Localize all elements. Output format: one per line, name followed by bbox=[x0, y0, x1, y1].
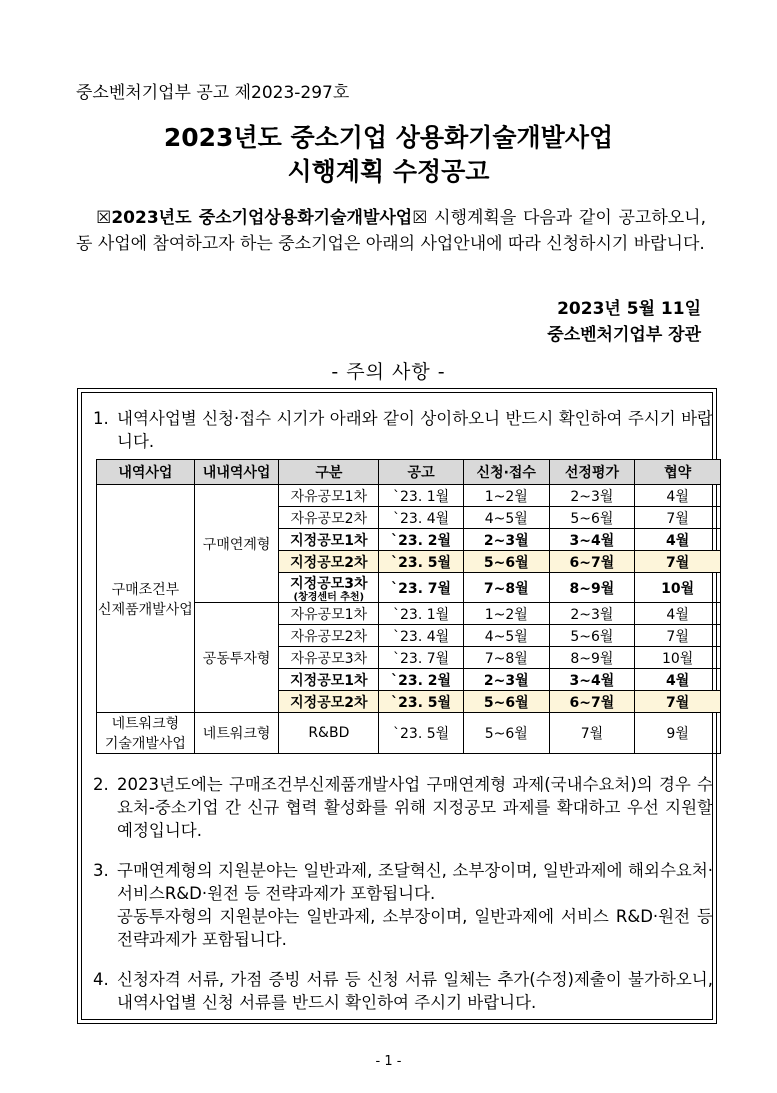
type-cell: 자유공모1차 bbox=[279, 485, 379, 507]
notice-number: 중소벤처기업부 공고 제2023-297호 bbox=[76, 83, 350, 103]
apply-cell: 5~6월 bbox=[463, 691, 549, 713]
caution-heading: - 주의 사항 - bbox=[331, 361, 446, 383]
contract-cell: 10월 bbox=[635, 647, 721, 669]
col-header: 협약 bbox=[635, 460, 721, 485]
eval-cell: 8~9월 bbox=[549, 573, 635, 603]
contract-cell: 7월 bbox=[635, 691, 721, 713]
page-number: - 1 - bbox=[375, 1054, 402, 1069]
type-cell: 지정공모1차 bbox=[279, 529, 379, 551]
item-text: 신청자격 서류, 가점 증빙 서류 등 신청 서류 일체는 추가(수정)제출이 불가하오니, 내역사업별 신청 서류를 반드시 확인하여 주시기 바랍니다. bbox=[117, 970, 713, 1012]
eval-cell: 8~9월 bbox=[549, 647, 635, 669]
type-cell: 자유공모3차 bbox=[279, 647, 379, 669]
type-note: (창경센터 추천) bbox=[293, 592, 365, 603]
type-cell: R&BD bbox=[279, 713, 379, 754]
caution-box bbox=[77, 388, 717, 1024]
eval-cell: 3~4월 bbox=[549, 669, 635, 691]
contract-cell: 4월 bbox=[635, 669, 721, 691]
caution-box-inner bbox=[81, 392, 713, 1020]
notice-cell: `23. 4월 bbox=[379, 507, 464, 529]
caution-item-3 bbox=[93, 859, 713, 951]
notice-cell: `23. 4월 bbox=[379, 625, 464, 647]
intro-paragraph bbox=[76, 205, 706, 257]
eval-cell: 6~7월 bbox=[549, 691, 635, 713]
item-text: 구매연계형의 지원분야는 일반과제, 조달혁신, 소부장이며, 일반과제에 해외수요처·서비스R&D·원전 등 전략과제가 포함됩니다. bbox=[117, 861, 713, 903]
apply-cell: 1~2월 bbox=[463, 603, 549, 625]
apply-cell: 4~5월 bbox=[463, 625, 549, 647]
col-header: 구분 bbox=[279, 460, 379, 485]
type-cell: 자유공모2차 bbox=[279, 625, 379, 647]
item-number: 4. bbox=[93, 970, 109, 989]
eval-cell: 7월 bbox=[549, 713, 635, 754]
caution-item-1 bbox=[93, 407, 713, 453]
caution-item-2 bbox=[93, 773, 713, 842]
apply-cell: 2~3월 bbox=[463, 529, 549, 551]
document-title: 2023년도 중소기업 상용화기술개발사업 bbox=[163, 123, 614, 152]
type-cell: 지정공모2차 bbox=[279, 691, 379, 713]
notice-cell: `23. 5월 bbox=[379, 551, 464, 573]
col-header: 내역사업 bbox=[97, 460, 195, 485]
table-row bbox=[97, 713, 721, 754]
caution-item-4 bbox=[93, 968, 713, 1014]
type-cell: 지정공모2차 bbox=[279, 551, 379, 573]
notice-date: 2023년 5월 11일 bbox=[557, 299, 701, 319]
contract-cell: 4월 bbox=[635, 485, 721, 507]
contract-cell: 4월 bbox=[635, 603, 721, 625]
type-cell: 자유공모1차 bbox=[279, 603, 379, 625]
program-cell: 구매조건부 신제품개발사업 bbox=[97, 485, 195, 713]
item-number: 3. bbox=[93, 861, 109, 880]
apply-cell: 7~8월 bbox=[463, 647, 549, 669]
type-cell: 지정공모1차 bbox=[279, 669, 379, 691]
eval-cell: 5~6월 bbox=[549, 507, 635, 529]
contract-cell: 10월 bbox=[635, 573, 721, 603]
col-header: 공고 bbox=[379, 460, 464, 485]
contract-cell: 7월 bbox=[635, 551, 721, 573]
eval-cell: 2~3월 bbox=[549, 485, 635, 507]
subprogram-cell: 네트워크형 bbox=[194, 713, 279, 754]
intro-text: 시행계획을 다음과 같이 공고하오니, 동 사업에 참여하고자 하는 중소기업은 아래의 사업안내에 따라 신청하시기 바랍니다. bbox=[76, 208, 706, 254]
schedule-table bbox=[96, 459, 721, 754]
type-label: 지정공모3차 bbox=[290, 576, 368, 592]
item-text: 내역사업별 신청·접수 시기가 아래와 같이 상이하오니 반드시 확인하여 주시기 바랍니다. bbox=[117, 409, 713, 451]
apply-cell: 1~2월 bbox=[463, 485, 549, 507]
item-text: 2023년도에는 구매조건부신제품개발사업 구매연계형 과제(국내수요처)의 경우 수요처-중소기업 간 신규 협력 활성화를 위해 지정공모 과제를 확대하고 우선 지원할 예정입니다. bbox=[117, 775, 713, 840]
apply-cell: 4~5월 bbox=[463, 507, 549, 529]
item-text-secondary: 공동투자형의 지원분야는 일반과제, 소부장이며, 일반과제에 서비스 R&D·원전 등 전략과제가 포함됩니다. bbox=[117, 907, 713, 949]
notice-cell: `23. 7월 bbox=[379, 647, 464, 669]
subprogram-cell: 구매연계형 bbox=[194, 485, 279, 603]
apply-cell: 7~8월 bbox=[463, 573, 549, 603]
notice-cell: `23. 1월 bbox=[379, 603, 464, 625]
contract-cell: 7월 bbox=[635, 507, 721, 529]
item-number: 1. bbox=[93, 409, 109, 428]
type-cell: 자유공모2차 bbox=[279, 507, 379, 529]
type-cell bbox=[279, 573, 379, 603]
notice-cell: `23. 5월 bbox=[379, 713, 464, 754]
apply-cell: 5~6월 bbox=[463, 713, 549, 754]
col-header: 신청·접수 bbox=[463, 460, 549, 485]
table-header-row bbox=[97, 460, 721, 485]
eval-cell: 6~7월 bbox=[549, 551, 635, 573]
apply-cell: 5~6월 bbox=[463, 551, 549, 573]
notice-cell: `23. 7월 bbox=[379, 573, 464, 603]
col-header: 내내역사업 bbox=[194, 460, 279, 485]
document-subtitle: 시행계획 수정공고 bbox=[287, 157, 490, 186]
notice-cell: `23. 5월 bbox=[379, 691, 464, 713]
item-number: 2. bbox=[93, 775, 109, 794]
program-name: ☒2023년도 중소기업상용화기술개발사업☒ bbox=[96, 208, 428, 228]
notice-cell: `23. 2월 bbox=[379, 529, 464, 551]
contract-cell: 9월 bbox=[635, 713, 721, 754]
contract-cell: 7월 bbox=[635, 625, 721, 647]
eval-cell: 3~4월 bbox=[549, 529, 635, 551]
eval-cell: 5~6월 bbox=[549, 625, 635, 647]
subprogram-cell: 공동투자형 bbox=[194, 603, 279, 713]
apply-cell: 2~3월 bbox=[463, 669, 549, 691]
table-row bbox=[97, 485, 721, 507]
col-header: 선정평가 bbox=[549, 460, 635, 485]
contract-cell: 4월 bbox=[635, 529, 721, 551]
issuer: 중소벤처기업부 장관 bbox=[547, 325, 701, 345]
notice-cell: `23. 1월 bbox=[379, 485, 464, 507]
eval-cell: 2~3월 bbox=[549, 603, 635, 625]
program-cell: 네트워크형 기술개발사업 bbox=[97, 713, 195, 754]
notice-cell: `23. 2월 bbox=[379, 669, 464, 691]
